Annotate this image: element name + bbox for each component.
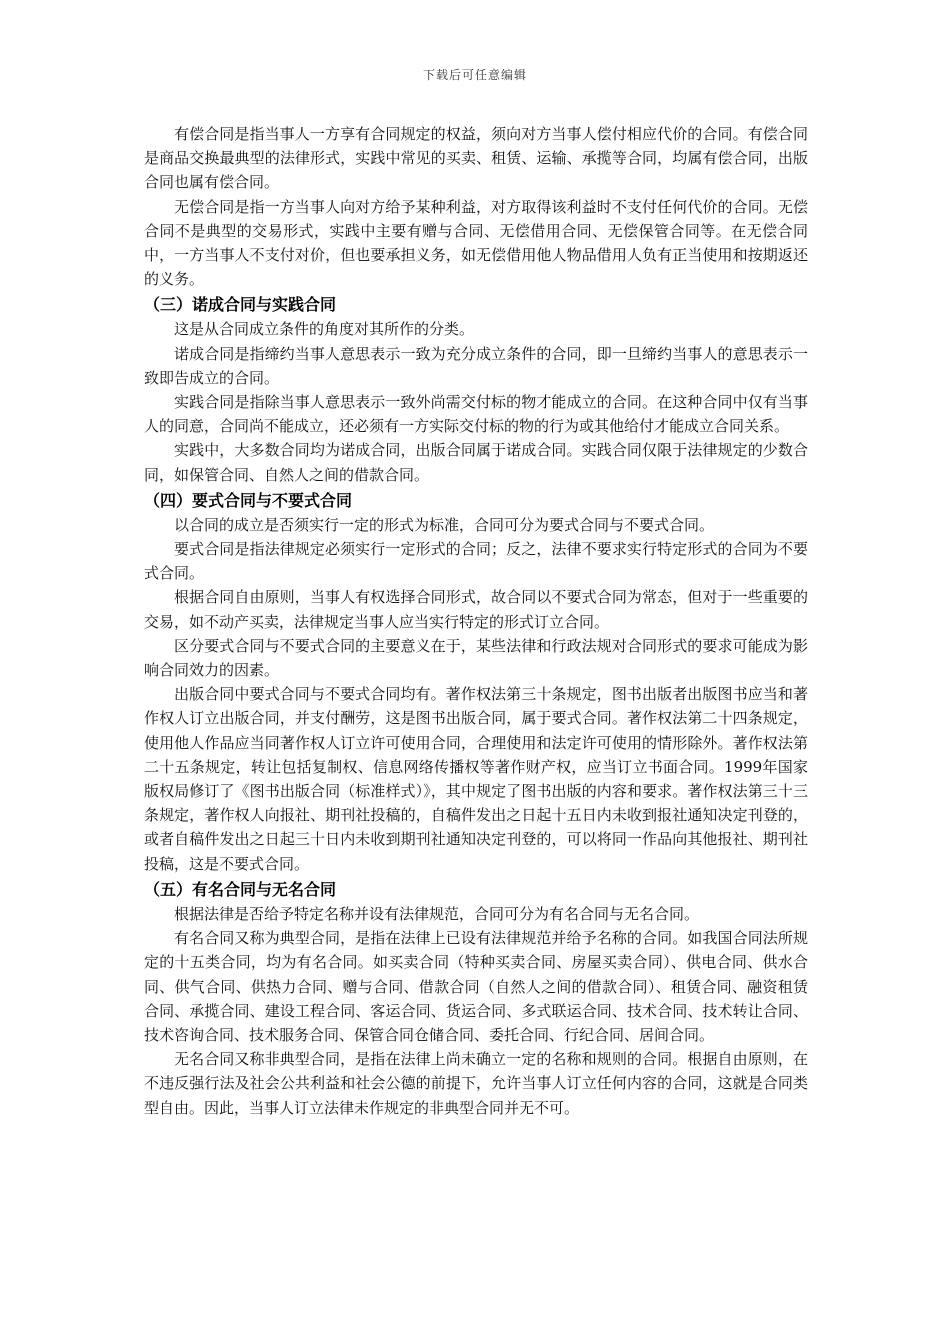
paragraph: 根据合同自由原则，当事人有权选择合同形式，故合同以不要式合同为常态，但对于一些重要的交易，如不动产买卖，法律规定当事人应当实行特定的形式订立合同。 — [144, 588, 808, 631]
paragraph: 诺成合同是指缔约当事人意思表示一致为充分成立条件的合同，即一旦缔约当事人的意思表示一致即告成立的合同。 — [144, 344, 808, 387]
section-heading: （五）有名合同与无名合同 — [144, 879, 337, 899]
paragraph: 实践合同是指除当事人意思表示一致外尚需交付标的物才能成立的合同。在这种合同中仅有当事人的同意，合同尚不能成立，还必须有一方实际交付标的物的行为或其他给付才能成立合同关系。 — [144, 393, 808, 436]
section-heading: （四）要式合同与不要式合同 — [144, 490, 353, 510]
paragraph: 出版合同中要式合同与不要式合同均有。著作权法第三十条规定，图书出版者出版图书应当和著作权人订立出版合同，并支付酬劳，这是图书出版合同，属于要式合同。著作权法第二十四条规定，使用他人作品应当同著作权人订立许可使用合同，合理使用和法定许可使用的情形除外。著作权法第二十五条规定，转让包括复制权、信息网络传播权等著作财产权，应当订立书面合同。1999年国家版权局修订了《图书出版合同（标准样式）》，其中规定了图书出版的内容和要求。著作权法第三十三条规定，著作权人向报社、期刊社投稿的，自稿件发出之日起十五日内未收到报社通知决定刊登的，或者自稿件发出之日起三十日内未收到期刊社通知决定刊登的，可以将同一作品向其他报社、期刊社投稿，这是不要式合同。 — [144, 685, 808, 873]
document-body — [144, 122, 808, 1120]
paragraph: 无偿合同是指一方当事人向对方给予某种利益，对方取得该利益时不支付任何代价的合同。无偿合同不是典型的交易形式，实践中主要有赠与合同、无偿借用合同、无偿保管合同等。在无偿合同中，一方当事人不支付对价，但也要承担义务，如无偿借用他人物品借用人负有正当使用和按期返还的义务。 — [144, 197, 808, 289]
paragraph: 根据法律是否给予特定名称并设有法律规范，合同可分为有名合同与无名合同。 — [174, 904, 700, 923]
paragraph: 以合同的成立是否须实行一定的形式为标准，合同可分为要式合同与不要式合同。 — [174, 515, 715, 534]
paragraph: 有名合同又称为典型合同，是指在法律上已设有法律规范并给予名称的合同。如我国合同法所规定的十五类合同，均为有名合同。如买卖合同（特种买卖合同、房屋买卖合同）、供电合同、供水合同、供气合同、供热力合同、赠与合同、借款合同（自然人之间的借款合同）、租赁合同、融资租赁合同、承揽合同、建设工程合同、客运合同、货运合同、多式联运合同、技术合同、技术转让合同、技术咨询合同、技术服务合同、保管合同仓储合同、委托合同、行纪合同、居间合同。 — [144, 929, 808, 1044]
paragraph: 这是从合同成立条件的角度对其所作的分类。 — [174, 320, 475, 339]
paragraph: 实践中，大多数合同均为诺成合同，出版合同属于诺成合同。实践合同仅限于法律规定的少数合同，如保管合同、自然人之间的借款合同。 — [144, 441, 808, 484]
page-header: 下载后可任意编辑 — [422, 68, 527, 82]
paragraph: 有偿合同是指当事人一方享有合同规定的权益，须向对方当事人偿付相应代价的合同。有偿合同是商品交换最典型的法律形式，实践中常见的买卖、租赁、运输、承揽等合同，均属有偿合同，出版合同也属有偿合同。 — [144, 125, 808, 192]
section-heading: （三）诺成合同与实践合同 — [144, 295, 337, 315]
paragraph: 无名合同又称非典型合同，是指在法律上尚未确立一定的名称和规则的合同。根据自由原则，在不违反强行法及社会公共利益和社会公德的前提下，允许当事人订立任何内容的合同，这就是合同类型自由。因此，当事人订立法律未作规定的非典型合同并无不可。 — [144, 1050, 808, 1117]
paragraph: 要式合同是指法律规定必须实行一定形式的合同；反之，法律不要求实行特定形式的合同为不要式合同。 — [144, 540, 808, 583]
paragraph: 区分要式合同与不要式合同的主要意义在于，某些法律和行政法规对合同形式的要求可能成为影响合同效力的因素。 — [144, 636, 808, 680]
